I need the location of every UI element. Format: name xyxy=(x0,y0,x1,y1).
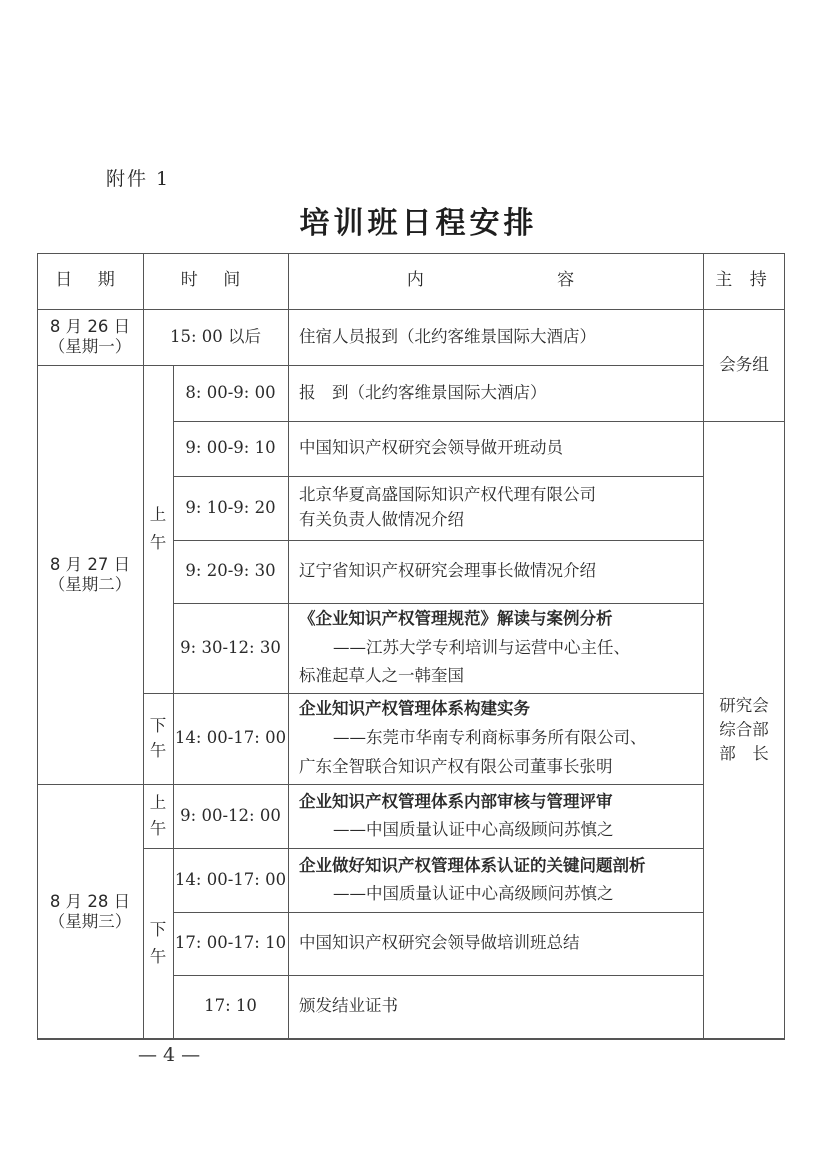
header-date: 日 期 xyxy=(55,270,125,291)
content-line: 有关负责人做情况介绍 xyxy=(299,510,464,529)
date-text: 8 月 27 日 xyxy=(49,554,131,574)
content-cell xyxy=(288,365,703,421)
session-title: 企业做好知识产权管理体系认证的关键问题剖析 xyxy=(299,855,646,875)
content-cell xyxy=(288,693,703,784)
weekday-text: （星期三） xyxy=(48,911,132,931)
speaker-line: ——中国质量认证中心高级顾问苏慎之 xyxy=(333,820,614,839)
time-cell: 17: 10 xyxy=(204,996,257,1016)
session-title: 《企业知识产权管理规范》解读与案例分析 xyxy=(299,608,613,628)
host-group2 xyxy=(703,421,785,1039)
speaker-line: ——东莞市华南专利商标事务所有限公司、 xyxy=(333,728,647,748)
session-title: 企业知识产权管理体系构建实务 xyxy=(299,699,530,719)
time-cell: 9: 00-9: 10 xyxy=(185,438,276,458)
content-line: 中国知识产权研究会领导做培训班总结 xyxy=(299,933,580,953)
date-text: 8 月 26 日 xyxy=(49,317,131,337)
period-char: 午 xyxy=(149,946,167,966)
date-day2 xyxy=(37,365,143,784)
content-cell xyxy=(288,421,703,476)
speaker-line: ——中国质量认证中心高级顾问苏慎之 xyxy=(333,884,614,903)
content-cell xyxy=(288,975,703,1038)
time-cell: 9: 30-12: 30 xyxy=(180,637,281,657)
session-title: 企业知识产权管理体系内部审核与管理评审 xyxy=(299,791,613,811)
time-cell: 14: 00-17: 00 xyxy=(174,869,287,889)
period-afternoon-day3 xyxy=(143,848,173,1039)
content-cell xyxy=(288,603,703,693)
host-line: 研究会 xyxy=(719,696,769,716)
host-line: 部 长 xyxy=(719,743,769,763)
content-cell xyxy=(288,784,703,848)
header-time: 时 间 xyxy=(180,270,251,291)
time-cell: 9: 20-9: 30 xyxy=(185,561,276,581)
document-title: 培训班日程安排 xyxy=(299,206,538,241)
content-line: 北京华夏高盛国际知识产权代理有限公司 xyxy=(299,485,596,505)
schedule-table xyxy=(37,253,785,1039)
attachment-label: 附件 1 xyxy=(106,168,171,190)
content-line: 报 到（北约客维景国际大酒店） xyxy=(299,382,547,402)
period-char: 午 xyxy=(149,740,167,760)
time-cell: 9: 00-12: 00 xyxy=(180,805,281,825)
period-char: 下 xyxy=(149,920,167,940)
time-cell: 9: 10-9: 20 xyxy=(185,497,276,517)
content-day1: 住宿人员报到（北约客维景国际大酒店） xyxy=(299,326,596,346)
weekday-text: （星期二） xyxy=(48,574,132,594)
period-afternoon-day2 xyxy=(143,693,173,784)
content-line: 中国知识产权研究会领导做开班动员 xyxy=(299,438,563,458)
host-line: 综合部 xyxy=(719,720,769,740)
page-number: — 4 — xyxy=(138,1044,201,1066)
time-cell: 17: 00-17: 10 xyxy=(174,933,287,953)
period-char: 上 xyxy=(149,792,167,812)
speaker-line: 标准起草人之一韩奎国 xyxy=(299,666,464,686)
weekday-text: （星期一） xyxy=(48,337,132,356)
date-day1 xyxy=(37,309,143,365)
content-cell xyxy=(288,848,703,912)
time-cell: 14: 00-17: 00 xyxy=(174,728,287,748)
time-cell: 8: 00-9: 00 xyxy=(185,382,276,402)
speaker-line: ——江苏大学专利培训与运营中心主任、 xyxy=(333,637,630,657)
header-content: 内 容 xyxy=(406,270,585,291)
content-cell xyxy=(288,476,703,540)
header-host: 主 持 xyxy=(715,270,773,291)
time-day1: 15: 00 以后 xyxy=(169,326,262,346)
content-cell xyxy=(288,540,703,603)
host-group1: 会务组 xyxy=(719,354,769,374)
period-char: 下 xyxy=(149,715,167,735)
period-morning-day3 xyxy=(143,784,173,848)
date-day3 xyxy=(37,784,143,1039)
content-line: 颁发结业证书 xyxy=(299,996,398,1016)
period-morning-day2 xyxy=(143,365,173,693)
period-char: 午 xyxy=(149,533,167,552)
content-line: 辽宁省知识产权研究会理事长做情况介绍 xyxy=(299,561,596,581)
speaker-line: 广东全智联合知识产权有限公司董事长张明 xyxy=(299,756,613,776)
period-char: 午 xyxy=(149,819,167,838)
content-cell xyxy=(288,912,703,975)
period-char: 上 xyxy=(149,504,167,524)
date-text: 8 月 28 日 xyxy=(49,891,131,911)
